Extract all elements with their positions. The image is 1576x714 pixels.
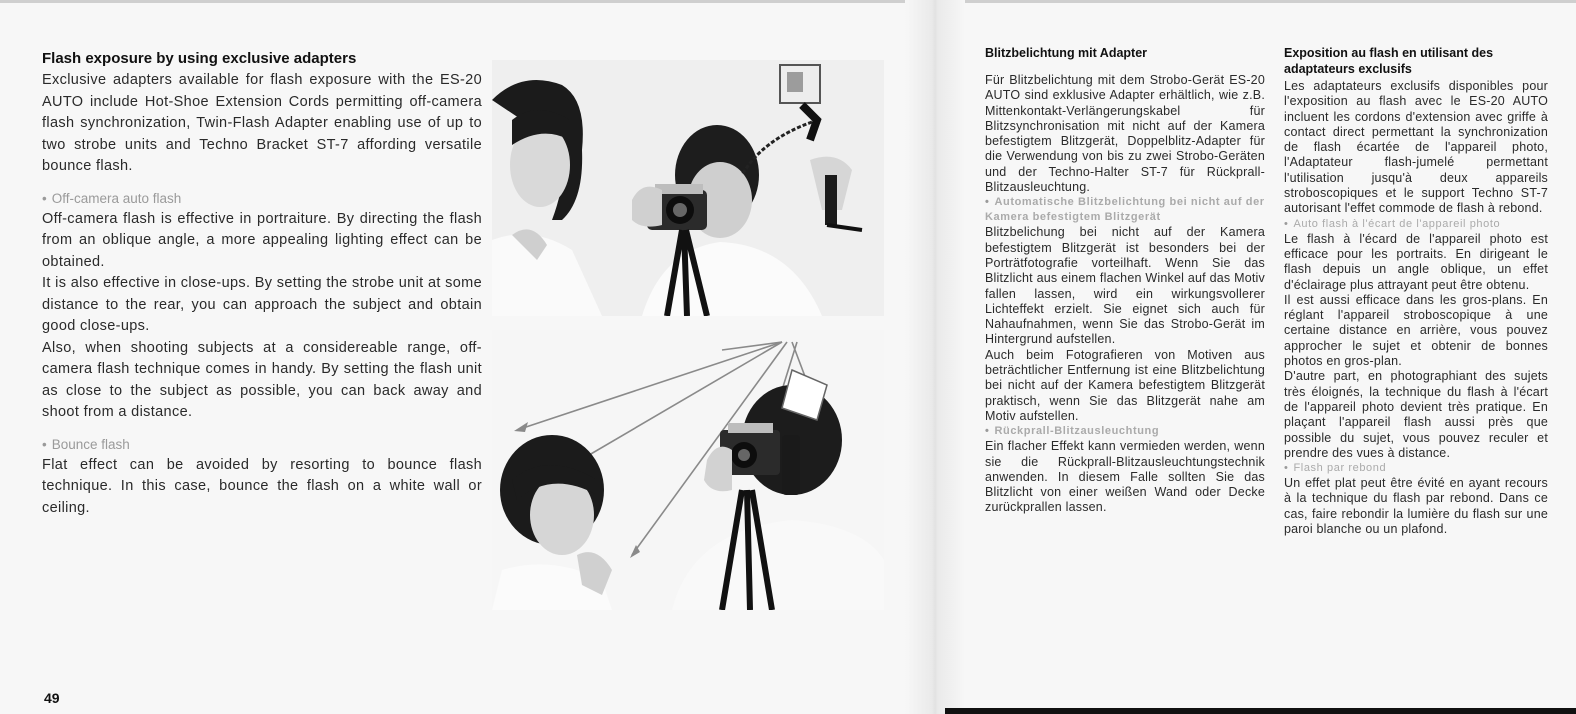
bounce-flash-illustration [492,330,884,610]
top-edge-line [0,0,1576,3]
bullet-icon: • [985,425,990,438]
off-camera-title: Off-camera auto flash [51,190,182,206]
english-subheading-bounce [42,435,482,455]
german-sub1-text: Automatische Blitzbelichtung bei nicht auf der Kamera befestigtem Blitzgerät [985,196,1265,224]
german-intro: Für Blitzbelichtung mit dem Strobo-Gerät ES-20 AUTO sind exklusive Adapter erhältlich, wie z.B. Mittenkontakt-Verlängerungskabel für Blitzsynchronisation mit nicht auf der Kamera befestigtem Blitzgerät, Doppelblitz-Adapter für die Verwendung von bis zu zwei Strobo-Geräten und der Techno-Halter ST-7 für Rückprall-Blitzausleuchtung. [985,73,1265,195]
bottom-edge-shadow [945,708,1576,714]
french-subheading-2 [1284,461,1548,476]
german-heading: Blitzbelichtung mit Adapter [985,46,1148,60]
bullet-icon: • [42,436,47,452]
english-intro: Exclusive adapters available for flash exposure with the ES-20 AUTO include Hot-Shoe Extension Cords permitting off-camera flash synchronization, Twin-Flash Adapter enabling use of up to two strobe units and Techno Bracket ST-7 affording versatile bounce flash. [42,72,482,174]
english-bounce-p: Flat effect can be avoided by resorting to bounce flash technique. In this case, bounce the flash on a white wall or ceiling. [42,456,482,516]
english-off-camera-p2: It is also effective in close-ups. By setting the strobe unit at some distance to the rear, you can approach the subject and obtain good close-ups. [42,275,482,334]
bullet-icon: • [1284,217,1289,230]
french-sub2-text: Flash par rebond [1293,462,1387,475]
german-p3: Ein flacher Effekt kann vermieden werden, wenn sie die Rückprall-Blitzausleuchtungstechnik anwenden. In diesem Falle sollten Sie das Blitzlicht von einer weißen Wand oder Decke zurückprallen lassen. [985,439,1265,515]
german-p1: Blitzbelichung bei nicht auf der Kamera befestigtem Blitzgerät ist besonders bei der Porträtfotografie vorteilhaft. Wenn Sie das Blitzlicht aus einem flachen Winkel auf das Motiv fallen lassen, wird ein wirkungsvollerer Lichteffekt erzielt. Sie eignet sich auch für Nahaufnahmen, wenn Sie das Strobo-Gerät im Hintergrund aufstellen. [985,225,1265,347]
german-subheading-1 [985,195,1265,225]
german-subheading-2 [985,424,1265,439]
french-subheading-1 [1284,217,1548,232]
bullet-icon: • [985,196,990,209]
photo-off-camera-flash [492,60,884,316]
french-sub1-text: Auto flash à l'écart de l'appareil photo [1293,217,1501,230]
english-off-camera-p3: Also, when shooting subjects at a considereable range, off-camera flash technique comes in handy. By setting the flash unit as close to the subject as possible, you can back away and shoot from a distance. [42,339,482,420]
page-number: 49 [44,690,60,706]
english-subheading-off-camera [42,189,482,209]
photo-bounce-flash [492,330,884,610]
bounce-title: Bounce flash [51,436,130,452]
left-page-text [42,50,482,519]
german-column [985,45,1265,516]
french-p4: Un effet plat peut être évité en ayant recours à la technique du flash par rebond. Dans ce cas, faire rebondir la lumière du flash sur une paroi blanche ou un plafond. [1284,476,1548,537]
french-intro: Les adaptateurs exclusifs disponibles pour l'exposition au flash avec le ES-20 AUTO incluent les cordons d'extension avec griffe à contact direct permettant la synchronization de flash écartée de l'appareil photo, l'Adaptateur flash-jumelé permettant l'utilisation jusqu'à deux appareils stroboscopiques et le support Techno ST-7 autorisant l'effet commode de flash à rebond. [1284,79,1548,216]
english-off-camera-p1: Off-camera flash is effective in portraiture. By directing the flash from an oblique angle, a more appealing lighting effect can be obtained. [42,210,482,270]
french-p3: D'autre part, en photographiant des sujets très éloignés, la technique du flash à l'écart de l'appareil photo devient très pratique. En plaçant l'appareil flash aussi près que possible du sujet, vous pouvez reculer et prendre des vues à distance. [1284,369,1548,460]
bullet-icon: • [1284,462,1289,475]
french-heading: Exposition au flash en utilisant des adaptateurs exclusifs [1284,46,1494,76]
french-column [1284,45,1548,537]
french-p2: Il est aussi efficace dans les gros-plans. En réglant l'appareil stroboscopique à une certaine distance en arrière, vous pouvez approcher le sujet et obtenir de bonnes photos en gros-plan. [1284,292,1548,369]
german-sub2-text: Rückprall-Blitzausleuchtung [994,425,1160,438]
bullet-icon: • [42,190,47,206]
english-heading: Flash exposure by using exclusive adapters [42,50,357,67]
french-p1: Le flash à l'écard de l'appareil photo est efficace pour les portraits. En dirigeant le flash depuis un angle oblique, un effet d'éclairage plus attrayant peut être obtenu. [1284,231,1548,292]
off-camera-flash-illustration [492,60,884,316]
page-gutter [905,0,965,714]
german-p2: Auch beim Fotografieren von Motiven aus beträchtlicher Entfernung ist eine Blitzbelichtung bei nicht auf der Kamera befestigtem Blitzgerät praktisch, wenn Sie das Blitzgerät nahe am Motiv aufstellen. [985,347,1265,423]
